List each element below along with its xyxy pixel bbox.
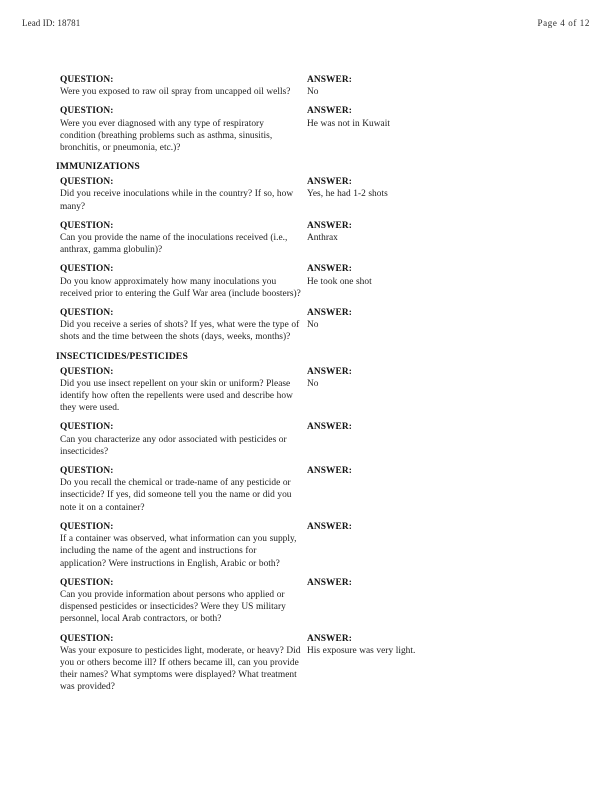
qa-block (56, 577, 566, 626)
answer-label: ANSWER: (307, 308, 352, 319)
question-column (56, 220, 301, 257)
question-label: QUESTION: (60, 633, 114, 644)
page-number-text: Page 4 of 12 (537, 18, 590, 28)
question-text: Can you characterize any odor associated with pesticides or insecticides? (60, 434, 287, 457)
question-label: QUESTION: (60, 366, 114, 377)
answer-column (301, 176, 553, 200)
answer-column (301, 220, 553, 244)
answer-label: ANSWER: (307, 577, 352, 588)
answer-column (301, 105, 553, 129)
answer-column (301, 521, 553, 533)
answer-label: ANSWER: (307, 177, 352, 188)
question-column (56, 176, 301, 213)
question-column (56, 577, 301, 626)
answer-column (301, 263, 553, 287)
question-text: Were you exposed to raw oil spray from uncapped oil wells? (60, 87, 291, 98)
lead-id-text: Lead ID: 18781 (22, 18, 81, 28)
question-label: QUESTION: (60, 106, 114, 117)
answer-label: ANSWER: (307, 264, 352, 275)
question-text: If a container was observed, what information can you supply, including the name of the agent and instructions for application? Were instructions in English, Arabic or both? (60, 534, 297, 569)
answer-text: His exposure was very light. (307, 645, 416, 656)
questionnaire-body (56, 74, 566, 701)
question-text: Do you know approximately how many inoculations you received prior to entering the Gulf War area (include boosters)? (60, 276, 301, 299)
qa-block (56, 220, 566, 257)
question-label: QUESTION: (60, 264, 114, 275)
answer-text: No (307, 378, 319, 389)
question-column (56, 105, 301, 154)
qa-block (56, 307, 566, 344)
answer-column (301, 577, 553, 589)
question-text: Can you provide information about persons who applied or dispensed pesticides or insecticides? Were they US military personnel, local Arab contractors, or both? (60, 589, 286, 625)
question-column (56, 263, 301, 300)
qa-block (56, 263, 566, 300)
answer-column (301, 366, 553, 390)
answer-text: He was not in Kuwait (307, 118, 390, 129)
answer-label: ANSWER: (307, 106, 352, 117)
question-text: Did you receive a series of shots? If yes, what were the type of shots and the time between the shots (days, weeks, months)? (60, 320, 300, 343)
answer-text: Anthrax (307, 233, 338, 244)
question-text: Do you recall the chemical or trade-name of any pesticide or insecticide? If yes, did someone tell you the name or did you note it on a container? (60, 478, 292, 513)
question-text: Were you ever diagnosed with any type of respiratory condition (breathing problems such as asthma, sinusitis, bronchitis, or pneumonia, etc.)? (60, 118, 273, 154)
answer-text: No (307, 87, 319, 98)
qa-block (56, 74, 566, 98)
question-text: Did you receive inoculations while in the country? If so, how many? (60, 189, 294, 212)
answer-text: Yes, he had 1-2 shots (307, 189, 388, 200)
question-label: QUESTION: (60, 521, 114, 532)
answer-text: He took one shot (307, 276, 372, 287)
qa-block (56, 465, 566, 514)
page-header (22, 18, 590, 32)
answer-label: ANSWER: (307, 633, 352, 644)
question-column (56, 521, 301, 570)
answer-label: ANSWER: (307, 220, 352, 231)
qa-block (56, 366, 566, 415)
answer-label: ANSWER: (307, 422, 352, 433)
question-label: QUESTION: (60, 75, 114, 85)
answer-text: No (307, 320, 319, 331)
question-text: Was your exposure to pesticides light, moderate, or heavy? Did you or others become ill? If others became ill, can you provide their names? What symptoms were displayed? What treatment was provided? (60, 645, 301, 693)
question-column (56, 421, 301, 458)
qa-block (56, 421, 566, 458)
question-column (56, 366, 301, 415)
answer-label: ANSWER: (307, 75, 352, 85)
question-label: QUESTION: (60, 466, 114, 477)
answer-column (301, 633, 553, 657)
question-text: Did you use insect repellent on your skin or uniform? Please identify how often the repellents were used and describe how they were used. (60, 378, 293, 414)
question-column (56, 633, 301, 694)
qa-block (56, 176, 566, 213)
answer-label: ANSWER: (307, 466, 352, 477)
section-heading: IMMUNIZATIONS (56, 161, 140, 173)
question-label: QUESTION: (60, 220, 114, 231)
qa-block (56, 633, 566, 694)
qa-block (56, 521, 566, 570)
question-label: QUESTION: (60, 422, 114, 433)
answer-column (301, 421, 553, 433)
question-column (56, 74, 301, 98)
answer-label: ANSWER: (307, 521, 352, 532)
question-column (56, 307, 301, 344)
answer-column (301, 465, 553, 477)
question-label: QUESTION: (60, 308, 114, 319)
answer-label: ANSWER: (307, 366, 352, 377)
question-label: QUESTION: (60, 577, 114, 588)
question-text: Can you provide the name of the inoculations received (i.e., anthrax, gamma globulin)? (60, 233, 288, 256)
answer-column (301, 307, 553, 331)
section-heading: INSECTICIDES/PESTICIDES (56, 350, 188, 362)
question-column (56, 465, 301, 514)
qa-block (56, 105, 566, 154)
answer-column (301, 74, 553, 98)
question-label: QUESTION: (60, 177, 114, 188)
